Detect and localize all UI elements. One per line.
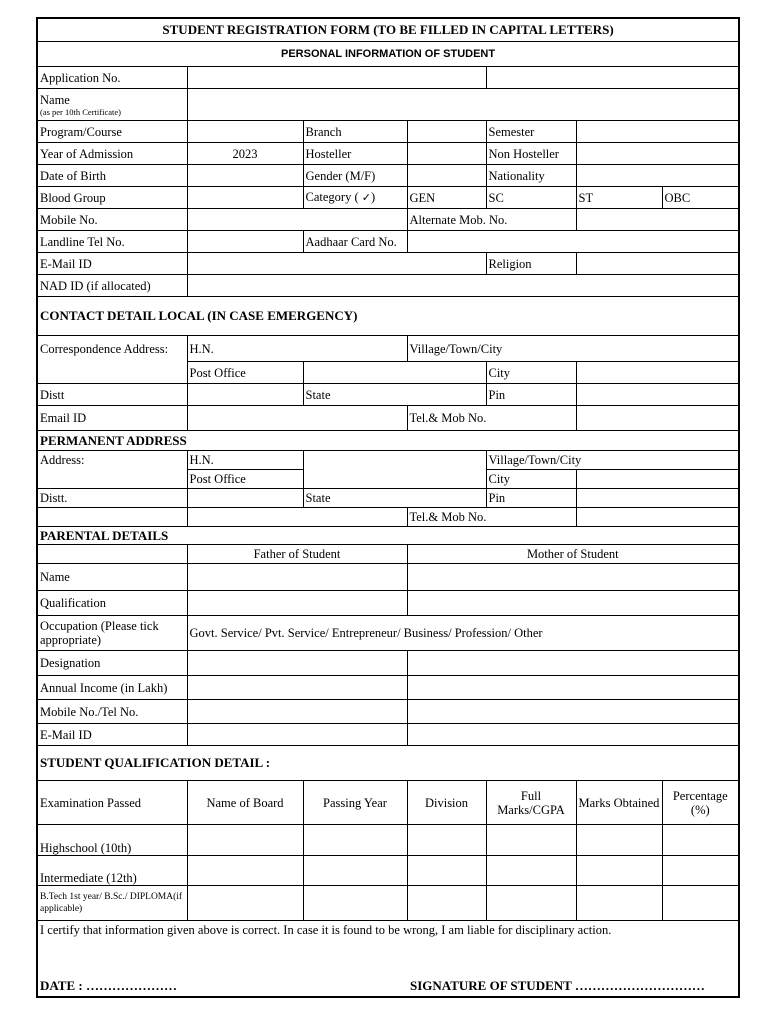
name-label-cell	[37, 89, 187, 121]
personal-heading: PERSONAL INFORMATION OF STUDENT	[37, 42, 739, 67]
correspondence-label: Correspondence Address:	[37, 336, 187, 362]
local-post-office-label[interactable]: Post Office	[187, 362, 303, 384]
qual-cell[interactable]	[303, 886, 407, 921]
local-distt-label: Distt	[37, 384, 187, 406]
qual-cell[interactable]	[486, 856, 576, 886]
qual-cell[interactable]	[662, 886, 739, 921]
father-income-field[interactable]	[187, 676, 407, 700]
application-no-label: Application No.	[37, 67, 187, 89]
email-label: E-Mail ID	[37, 253, 187, 275]
parent-occupation-options[interactable]: Govt. Service/ Pvt. Service/ Entrepreneur/ Business/ Profession/ Other	[187, 616, 739, 651]
aadhaar-field[interactable]	[407, 231, 739, 253]
father-header: Father of Student	[187, 545, 407, 564]
local-city-field[interactable]	[576, 362, 739, 384]
father-qualification-field[interactable]	[187, 591, 407, 616]
mother-designation-field[interactable]	[407, 651, 739, 676]
father-name-field[interactable]	[187, 564, 407, 591]
local-village-label[interactable]: Village/Town/City	[407, 336, 739, 362]
permanent-blank-field[interactable]	[187, 508, 407, 527]
qual-header-division: Division	[407, 781, 486, 825]
permanent-state-label[interactable]: State	[303, 489, 486, 508]
permanent-village-label[interactable]: Village/Town/City	[486, 451, 739, 470]
name-label: Name	[40, 92, 70, 107]
qual-cell[interactable]	[407, 825, 486, 856]
alt-mobile-field[interactable]	[576, 209, 739, 231]
mother-name-field[interactable]	[407, 564, 739, 591]
permanent-address-blank	[37, 470, 187, 489]
semester-field[interactable]	[576, 121, 739, 143]
permanent-distt-label: Distt.	[37, 489, 187, 508]
application-no-field[interactable]	[187, 67, 486, 89]
parent-designation-label: Designation	[37, 651, 187, 676]
blood-group-label: Blood Group	[37, 187, 187, 209]
category-gen[interactable]: GEN	[407, 187, 486, 209]
category-label-cell	[303, 187, 407, 209]
alt-mobile-label: Alternate Mob. No.	[407, 209, 576, 231]
qual-cell[interactable]	[576, 856, 662, 886]
hosteller-field[interactable]	[407, 143, 486, 165]
father-designation-field[interactable]	[187, 651, 407, 676]
dob-label: Date of Birth	[37, 165, 187, 187]
qual-cell[interactable]	[187, 856, 303, 886]
year-admission-value[interactable]: 2023	[187, 143, 303, 165]
qual-row-highschool: Highschool (10th)	[37, 825, 187, 856]
parental-header-blank	[37, 545, 187, 564]
permanent-heading: PERMANENT ADDRESS	[37, 431, 739, 451]
signature-label[interactable]: SIGNATURE OF STUDENT …………………………	[410, 977, 705, 993]
checkmark-icon: ✓	[361, 191, 371, 204]
qual-cell[interactable]	[576, 825, 662, 856]
gender-field[interactable]	[407, 165, 486, 187]
qualification-heading: STUDENT QUALIFICATION DETAIL :	[37, 746, 739, 781]
local-distt-field[interactable]	[187, 384, 303, 406]
qual-header-board: Name of Board	[187, 781, 303, 825]
qual-header-exam: Examination Passed	[37, 781, 187, 825]
dob-field[interactable]	[187, 165, 303, 187]
local-hn-label[interactable]: H.N.	[187, 336, 407, 362]
name-note: (as per 10th Certificate)	[40, 106, 121, 117]
landline-field[interactable]	[187, 231, 303, 253]
table-row	[37, 886, 739, 921]
permanent-pin-field[interactable]	[576, 489, 739, 508]
category-sc[interactable]: SC	[486, 187, 576, 209]
table-row	[37, 856, 739, 886]
correspondence-blank	[37, 362, 187, 384]
parent-qualification-label: Qualification	[37, 591, 187, 616]
qual-cell[interactable]	[662, 825, 739, 856]
branch-label: Branch	[303, 121, 407, 143]
mother-mobile-field[interactable]	[407, 700, 739, 724]
local-email-label: Email ID	[37, 406, 187, 431]
nationality-label: Nationality	[486, 165, 576, 187]
semester-label: Semester	[486, 121, 576, 143]
parent-email-label: E-Mail ID	[37, 724, 187, 746]
qual-cell[interactable]	[303, 856, 407, 886]
qual-header-full-marks: Full Marks/CGPA	[486, 781, 576, 825]
qual-cell[interactable]	[187, 886, 303, 921]
form-table	[36, 17, 740, 998]
permanent-blank-cell	[37, 508, 187, 527]
qual-row-intermediate: Intermediate (12th)	[37, 856, 187, 886]
local-tel-field[interactable]	[576, 406, 739, 431]
qual-row-btech: B.Tech 1st year/ B.Sc./ DIPLOMA(if applicable)	[37, 886, 187, 921]
local-tel-label[interactable]: Tel.& Mob No.	[407, 406, 576, 431]
program-label: Program/Course	[37, 121, 187, 143]
branch-field[interactable]	[407, 121, 486, 143]
qual-header-percentage: Percentage (%)	[662, 781, 739, 825]
qual-cell[interactable]	[187, 825, 303, 856]
local-heading: CONTACT DETAIL LOCAL (IN CASE EMERGENCY)	[37, 297, 739, 336]
mobile-label: Mobile No.	[37, 209, 187, 231]
mother-qualification-field[interactable]	[407, 591, 739, 616]
religion-field[interactable]	[576, 253, 739, 275]
permanent-city-label[interactable]: City	[486, 470, 576, 489]
parental-heading: PARENTAL DETAILS	[37, 527, 739, 545]
father-email-field[interactable]	[187, 724, 407, 746]
category-obc[interactable]: OBC	[662, 187, 739, 209]
nationality-field[interactable]	[576, 165, 739, 187]
category-st[interactable]: ST	[576, 187, 662, 209]
local-state-label[interactable]: State	[303, 384, 486, 406]
permanent-hn-field[interactable]	[303, 451, 486, 470]
qual-cell[interactable]	[407, 886, 486, 921]
category-close: )	[370, 190, 376, 204]
qual-cell[interactable]	[576, 886, 662, 921]
certify-statement: I certify that information given above is correct. In case it is found to be wrong, I am liable for disciplinary action.	[40, 923, 612, 937]
permanent-distt-field[interactable]	[187, 489, 303, 508]
parent-income-label: Annual Income (in Lakh)	[37, 676, 187, 700]
permanent-post-office-label[interactable]: Post Office	[187, 470, 303, 489]
mother-header: Mother of Student	[407, 545, 739, 564]
declaration-cell	[37, 921, 739, 997]
permanent-tel-label[interactable]: Tel.& Mob No.	[407, 508, 576, 527]
local-email-field[interactable]	[187, 406, 407, 431]
aadhaar-label: Aadhaar Card No.	[303, 231, 407, 253]
date-label[interactable]: DATE : …………………	[40, 977, 177, 993]
permanent-address-label: Address:	[37, 451, 187, 470]
permanent-city-field[interactable]	[576, 470, 739, 489]
qual-cell[interactable]	[486, 886, 576, 921]
mother-income-field[interactable]	[407, 676, 739, 700]
parent-name-label: Name	[37, 564, 187, 591]
qual-header-year: Passing Year	[303, 781, 407, 825]
email-field[interactable]	[187, 253, 486, 275]
table-row	[37, 825, 739, 856]
nad-label: NAD ID (if allocated)	[37, 275, 187, 297]
local-pin-field[interactable]	[576, 384, 739, 406]
landline-label: Landline Tel No.	[37, 231, 187, 253]
qual-cell[interactable]	[303, 825, 407, 856]
parent-mobile-label: Mobile No./Tel No.	[37, 700, 187, 724]
local-pin-label[interactable]: Pin	[486, 384, 576, 406]
blood-group-field[interactable]	[187, 187, 303, 209]
permanent-tel-field[interactable]	[576, 508, 739, 527]
form-title: STUDENT REGISTRATION FORM (TO BE FILLED IN CAPITAL LETTERS)	[37, 18, 739, 42]
category-label: Category (	[305, 190, 359, 204]
qual-cell[interactable]	[662, 856, 739, 886]
non-hosteller-field[interactable]	[576, 143, 739, 165]
registration-form	[36, 17, 738, 998]
year-admission-label: Year of Admission	[37, 143, 187, 165]
parent-occupation-label: Occupation (Please tick appropriate)	[37, 616, 187, 651]
mobile-field[interactable]	[187, 209, 407, 231]
qual-cell[interactable]	[407, 856, 486, 886]
qual-cell[interactable]	[486, 825, 576, 856]
permanent-pin-label[interactable]: Pin	[486, 489, 576, 508]
permanent-hn-label[interactable]: H.N.	[187, 451, 303, 470]
local-city-label[interactable]: City	[486, 362, 576, 384]
program-field[interactable]	[187, 121, 303, 143]
permanent-post-office-field[interactable]	[303, 470, 486, 489]
application-no-field-2[interactable]	[486, 67, 739, 89]
qual-header-marks-obtained: Marks Obtained	[576, 781, 662, 825]
hosteller-label: Hosteller	[303, 143, 407, 165]
mother-email-field[interactable]	[407, 724, 739, 746]
religion-label: Religion	[486, 253, 576, 275]
local-post-office-field[interactable]	[303, 362, 486, 384]
gender-label: Gender (M/F)	[303, 165, 407, 187]
non-hosteller-label: Non Hosteller	[486, 143, 576, 165]
father-mobile-field[interactable]	[187, 700, 407, 724]
name-field[interactable]	[187, 89, 739, 121]
nad-field[interactable]	[187, 275, 739, 297]
